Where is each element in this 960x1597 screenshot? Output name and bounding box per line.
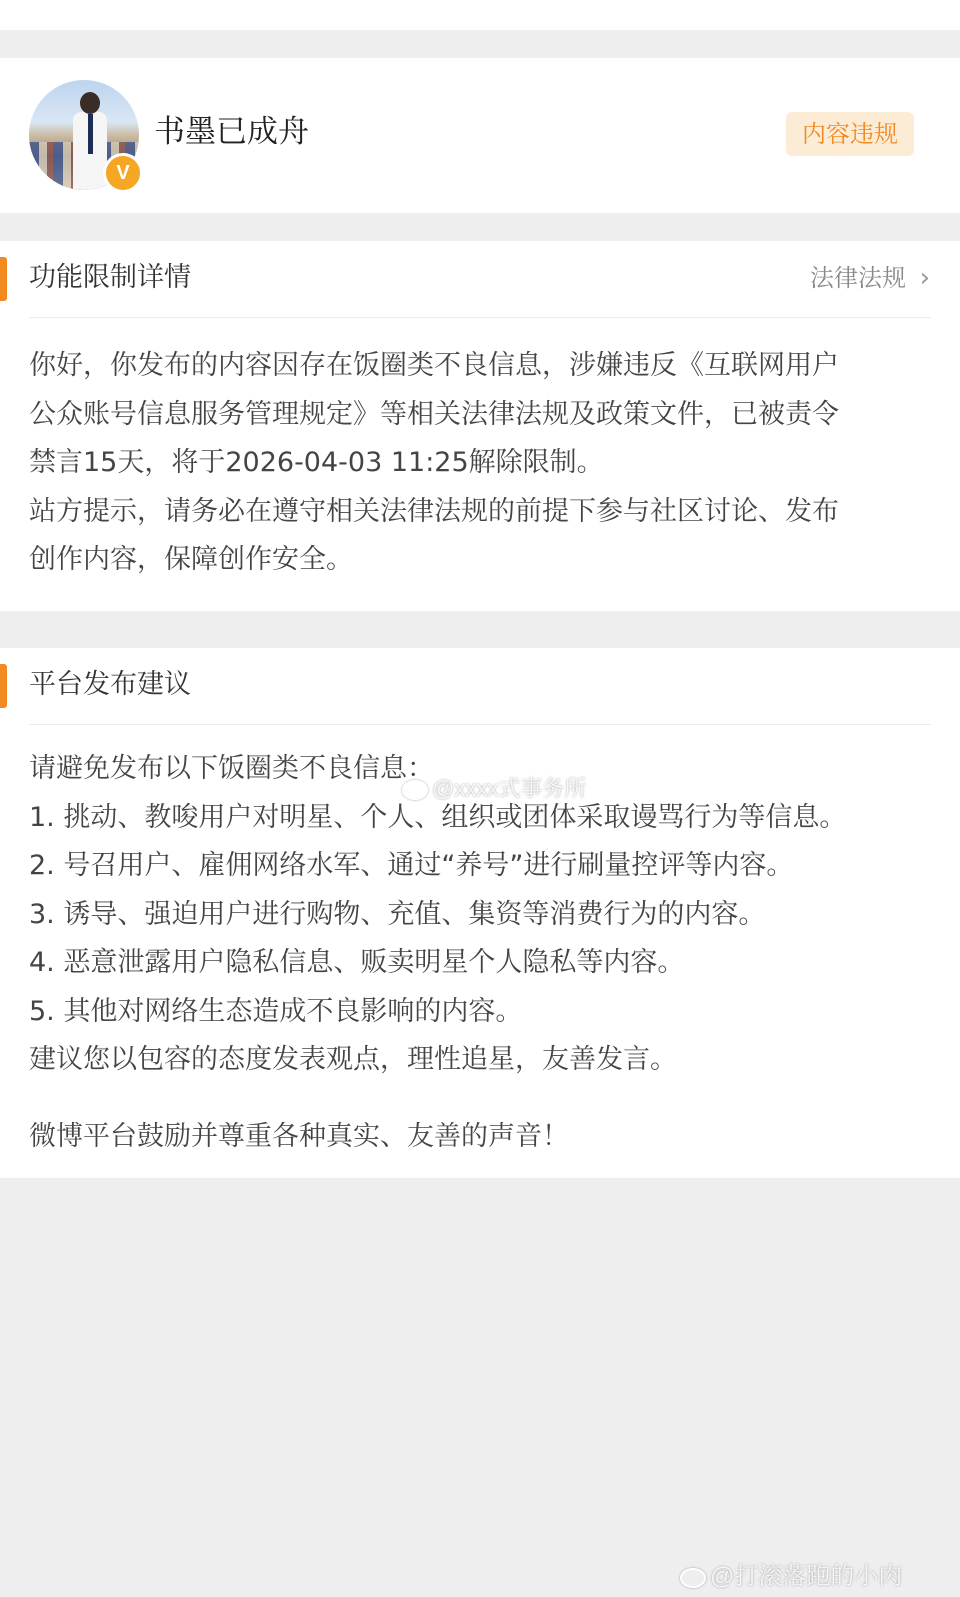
watermark-corner	[680, 1556, 902, 1591]
suggestion-message	[29, 745, 935, 1161]
top-status-strip	[0, 0, 960, 30]
verified-icon: V	[103, 153, 143, 193]
suggestion-item: 1. 挑动、教唆用户对明星、个人、组织或团体采取谩骂行为等信息。	[29, 801, 847, 833]
platform-suggestion-card	[0, 648, 960, 1178]
weibo-icon	[680, 1568, 706, 1588]
weibo-icon	[402, 780, 428, 800]
restriction-line: 你好，你发布的内容因存在饭圈类不良信息，涉嫌违反《互联网用户	[29, 350, 839, 381]
divider	[29, 724, 931, 725]
restriction-line: 创作内容，保障创作安全。	[29, 544, 353, 575]
suggestion-item: 5. 其他对网络生态造成不良影响的内容。	[29, 995, 523, 1027]
username[interactable]: 书墨已成舟	[154, 114, 309, 150]
section-title-restriction: 功能限制详情	[29, 262, 191, 293]
divider	[29, 317, 931, 318]
laws-regulations-link[interactable]: 法律法规	[810, 264, 906, 292]
suggestion-item: 4. 恶意泄露用户隐私信息、贩卖明星个人隐私等内容。	[29, 947, 685, 978]
suggestion-item: 2. 号召用户、雇佣网络水军、通过“养号”进行刷量控评等内容。	[29, 850, 794, 881]
section-title-suggestion: 平台发布建议	[29, 669, 191, 700]
watermark-text: @xxxx式事务所	[432, 776, 587, 801]
suggestion-intro: 请避免发布以下饭圈类不良信息：	[29, 753, 434, 784]
section-accent-bar	[0, 257, 7, 301]
restriction-line: 禁言15天，将于2026-04-03 11:25解除限制。	[29, 447, 604, 478]
section-accent-bar	[0, 664, 7, 708]
profile-card	[0, 58, 960, 213]
chevron-right-icon[interactable]: ›	[919, 263, 930, 293]
status-badge: 内容违规	[786, 112, 914, 156]
suggestion-item: 3. 诱导、强迫用户进行购物、充值、集资等消费行为的内容。	[29, 898, 766, 930]
restriction-line: 站方提示，请务必在遵守相关法律法规的前提下参与社区讨论、发布	[29, 495, 839, 527]
restriction-line: 公众账号信息服务管理规定》等相关法律法规及政策文件，已被责令	[29, 398, 839, 430]
restriction-details-card	[0, 241, 960, 611]
watermark-middle	[402, 772, 586, 803]
restriction-message	[29, 342, 935, 585]
watermark-text: @打滚落跑的小肉	[710, 1563, 903, 1590]
suggestion-advice: 建议您以包容的态度发表观点，理性追星，友善发言。	[29, 1044, 677, 1075]
suggestion-closing: 微博平台鼓励并尊重各种真实、友善的声音！	[29, 1120, 569, 1152]
